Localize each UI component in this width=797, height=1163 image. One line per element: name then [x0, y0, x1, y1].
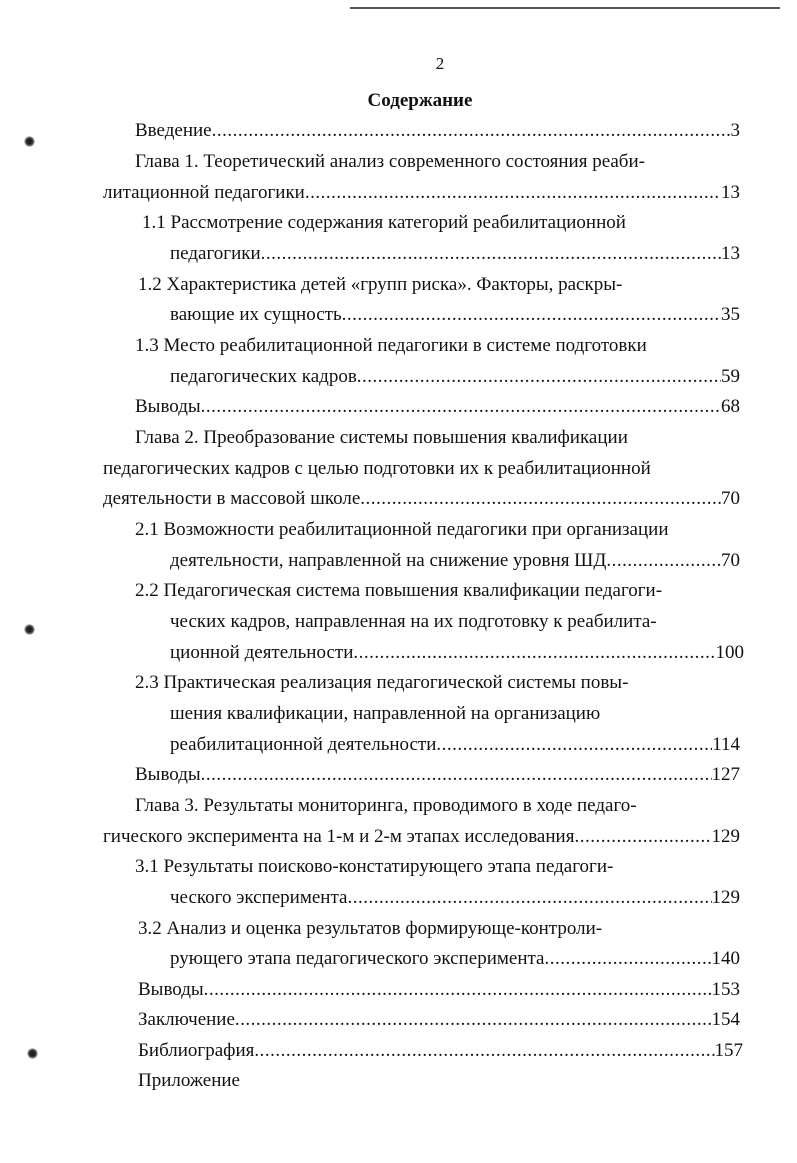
toc-entry-text: рующего этапа педагогического эксперимента: [170, 948, 545, 969]
toc-entry: [103, 454, 651, 484]
dot-leader: [212, 116, 731, 146]
toc-entry-text: педагогических кадров: [170, 366, 357, 387]
toc-entry-text: деятельности, направленной на снижение уровня ШД: [170, 550, 607, 571]
toc-entry-text: ческих кадров, направленная на их подготовку к реабилита-: [170, 611, 657, 632]
dot-leader: [342, 300, 721, 330]
dot-leader: [204, 975, 712, 1005]
toc-entry-text: Введение: [135, 120, 212, 141]
toc-entry: [135, 331, 647, 361]
toc-entry-text: гического эксперимента на 1-м и 2-м этапах исследования: [103, 826, 575, 847]
toc-entry: [170, 300, 740, 330]
dot-leader: [544, 944, 711, 974]
toc-entry: [142, 208, 626, 238]
toc-entry: [135, 515, 669, 545]
toc-entry: [170, 944, 740, 974]
toc-entry: [138, 1005, 740, 1035]
toc-entry-page: 154: [711, 1009, 740, 1030]
toc-entry: [138, 914, 602, 944]
toc-entry-text: Выводы: [135, 396, 201, 417]
toc-entry-text: ческого эксперимента: [170, 887, 348, 908]
toc-entry-text: 2.2 Педагогическая система повышения квалификации педагоги-: [135, 580, 663, 601]
toc-entry-text: шения квалификации, направленной на организацию: [170, 703, 601, 724]
top-rule: [350, 7, 780, 9]
toc-entry-text: 1.1 Рассмотрение содержания категорий реабилитационной: [142, 212, 626, 233]
toc-entry: [170, 607, 657, 637]
toc-entry-page: 13: [721, 243, 740, 264]
scan-artifact-dot: [24, 136, 35, 147]
toc-entry-page: 35: [721, 304, 740, 325]
toc-entry-page: 70: [721, 488, 740, 509]
toc-entry-text: Заключение: [138, 1009, 235, 1030]
toc-entry-text: Глава 2. Преобразование системы повышения квалификации: [135, 427, 628, 448]
toc-entry-page: 68: [721, 396, 740, 417]
toc-entry: [138, 1036, 743, 1066]
toc-entry-page: 3: [730, 120, 740, 141]
toc-entry: [135, 147, 645, 177]
toc-entry-text: педагогики: [170, 243, 261, 264]
toc-entry-text: реабилитационной деятельности: [170, 734, 437, 755]
toc-entry-page: 129: [711, 887, 740, 908]
toc-entry-text: Глава 1. Теоретический анализ современного состояния реаби-: [135, 151, 645, 172]
toc-entry-text: Выводы: [135, 764, 201, 785]
toc-entry-text: 3.2 Анализ и оценка результатов формирующе-контроли-: [138, 918, 603, 939]
toc-entry-text: 2.1 Возможности реабилитационной педагогики при организации: [135, 519, 669, 540]
dot-leader: [254, 1036, 714, 1066]
page-number: 2: [435, 54, 445, 73]
dot-leader: [201, 392, 721, 422]
dot-leader: [261, 239, 721, 269]
toc-entry-text: Выводы: [138, 979, 204, 1000]
dot-leader: [606, 546, 721, 576]
dot-leader: [201, 760, 712, 790]
toc-entry-page: 59: [721, 366, 740, 387]
dot-leader: [347, 883, 711, 913]
toc-entry-text: 1.2 Характеристика детей «групп риска». Факторы, раскры-: [138, 274, 623, 295]
toc-entry-text: вающие их сущность: [170, 304, 342, 325]
toc-entry-text: деятельности в массовой школе: [103, 488, 361, 509]
dot-leader: [574, 822, 711, 852]
toc-entry-page: 140: [711, 948, 740, 969]
toc-entry: [135, 576, 662, 606]
toc-entry: [103, 484, 740, 514]
dot-leader: [436, 730, 712, 760]
toc-entry: [170, 546, 740, 576]
dot-leader: [360, 484, 721, 514]
toc-entry-page: 153: [711, 979, 740, 1000]
toc-entry: [170, 730, 740, 760]
dot-leader: [357, 362, 721, 392]
toc-entry-page: 127: [711, 764, 740, 785]
toc-entry: [135, 392, 740, 422]
toc-entry: [135, 668, 628, 698]
dot-leader: [353, 638, 715, 668]
toc-entry: [170, 638, 744, 668]
toc-entry-text: 3.1 Результаты поисково-констатирующего этапа педагоги-: [135, 856, 614, 877]
toc-entry-text: ционной деятельности: [170, 642, 354, 663]
toc-entry-text: Библиография: [138, 1040, 255, 1061]
scan-artifact-dot: [27, 1048, 38, 1059]
toc-entry-page: 129: [711, 826, 740, 847]
toc-entry: [103, 822, 740, 852]
toc-entry-text: Глава 3. Результаты мониторинга, проводимого в ходе педаго-: [135, 795, 637, 816]
dot-leader: [235, 1005, 712, 1035]
toc-entry-text: литационной педагогики: [103, 182, 305, 203]
toc-entry: [135, 423, 628, 453]
toc-entry-text: 2.3 Практическая реализация педагогической системы повы-: [135, 672, 629, 693]
toc-entry-page: 100: [715, 642, 744, 663]
toc-entry: [135, 791, 637, 821]
toc-entry: [135, 852, 613, 882]
toc-entry-text: Приложение: [138, 1070, 240, 1091]
page-title: Содержание: [367, 90, 473, 111]
scan-artifact-dot: [24, 624, 35, 635]
toc-entry: [135, 116, 740, 146]
toc-entry: [138, 270, 622, 300]
toc-entry-page: 13: [721, 182, 740, 203]
toc-entry-page: 70: [721, 550, 740, 571]
toc-entry: [170, 362, 740, 392]
toc-entry: [170, 239, 740, 269]
toc-entry-page: 114: [712, 734, 740, 755]
toc-entry: [135, 760, 740, 790]
toc-entry-text: педагогических кадров с целью подготовки их к реабилитационной: [103, 458, 651, 479]
toc-entry: [138, 975, 740, 1005]
toc-entry: [170, 883, 740, 913]
dot-leader: [305, 178, 721, 208]
toc-entry: [170, 699, 600, 729]
toc-entry-text: 1.3 Место реабилитационной педагогики в системе подготовки: [135, 335, 647, 356]
toc-entry-page: 157: [714, 1040, 743, 1061]
toc-entry: [103, 178, 740, 208]
toc-entry: [138, 1066, 240, 1096]
